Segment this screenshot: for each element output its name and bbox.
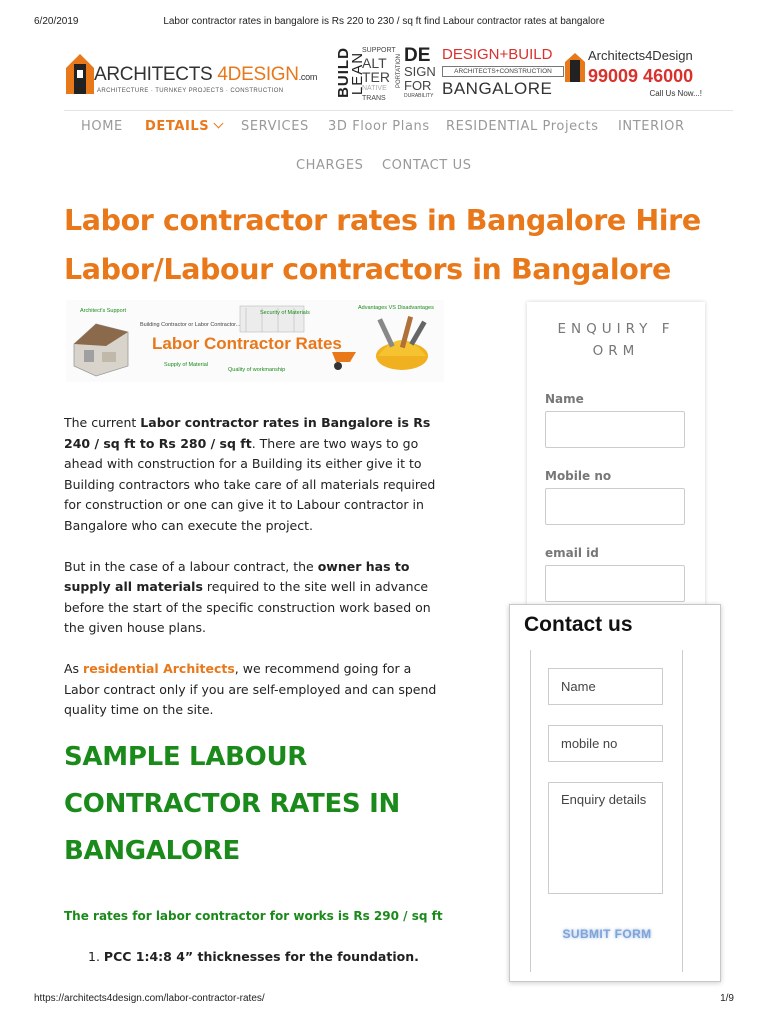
- logo-tagline: ARCHITECTURE · TURNKEY PROJECTS · CONSTRUCTION: [97, 88, 284, 94]
- nav-services[interactable]: SERVICES: [241, 119, 309, 134]
- design-build-title: DESIGN+BUILD: [442, 46, 553, 63]
- nav-home[interactable]: HOME: [81, 119, 123, 134]
- native-text: NATIVE: [362, 85, 387, 92]
- call-now-text: Call Us Now...!: [649, 89, 702, 98]
- phone-brand: Architects4Design: [588, 48, 693, 63]
- design-build-city: BANGALORE: [442, 79, 553, 98]
- print-url: https://architects4design.com/labor-contractor-rates/: [34, 993, 265, 1004]
- submit-form-button[interactable]: SUBMIT FORM: [558, 924, 656, 944]
- phone-callout[interactable]: [564, 46, 706, 102]
- residential-architects-link[interactable]: residential Architects: [83, 661, 235, 676]
- contact-mobile-input[interactable]: [548, 725, 663, 762]
- paragraph-1: [64, 413, 444, 536]
- nav-contact-us[interactable]: CONTACT US: [382, 158, 472, 173]
- contact-us-popup: [509, 604, 721, 982]
- logo-text: [94, 64, 317, 86]
- design-build-badge: [442, 46, 564, 104]
- rates-summary: The rates for labor contractor for works is Rs 290 / sq ft: [64, 909, 443, 923]
- mobile-label: Mobile no: [545, 469, 612, 483]
- hero-tag-quality: Quality of workmanship: [228, 367, 286, 373]
- p1-rest: . There are two ways to go ahead with construction for a Building its either give it to Building contractors who take care of all materials required for construction or one can give it to Labour contractor in Bangalore who can execute the project.: [64, 435, 436, 533]
- alt-text: ALT: [362, 55, 387, 71]
- p2-rest: required to the site well in advance before the start of the specific construction work based on the given house plans.: [64, 579, 431, 635]
- hero-tag-support: Architect's Support: [80, 308, 126, 314]
- p3-lead: As: [64, 661, 84, 676]
- site-logo[interactable]: [64, 48, 322, 100]
- page-title: Labor contractor rates in Bangalore Hire Labor/Labour contractors in Bangalore: [64, 204, 701, 286]
- lean-text: LEAN: [349, 51, 367, 96]
- logo-name: ARCHITECTS: [94, 64, 213, 85]
- enquiry-name-input[interactable]: [545, 411, 685, 448]
- enquiry-email-input[interactable]: [545, 565, 685, 602]
- nav-residential-projects[interactable]: RESIDENTIAL Projects: [446, 119, 599, 134]
- labor-contractor-rates-graphic: [66, 300, 444, 382]
- hero-tag-building: Building Contractor or Labor Contractor...: [140, 322, 241, 328]
- ter-text: TER: [362, 69, 390, 85]
- paragraph-3: [64, 659, 444, 721]
- alt-stack: [362, 46, 396, 104]
- house-phone-icon: [564, 50, 586, 82]
- print-title: Labor contractor rates in bangalore is Rs 220 to 230 / sq ft find Labour contractor rates at bangalore: [163, 16, 605, 27]
- print-page-number: 1/9: [720, 993, 734, 1004]
- enquiry-form-heading: ENQUIRY F ORM: [557, 321, 675, 359]
- name-label: Name: [545, 392, 584, 406]
- support-text: SUPPORT: [362, 47, 396, 54]
- portation-text: PORTATION: [396, 53, 403, 89]
- article-body: [64, 413, 444, 741]
- nav-charges[interactable]: CHARGES: [296, 158, 364, 173]
- logo-domain: .com: [298, 72, 318, 82]
- enquiry-form: [527, 302, 705, 612]
- contact-name-input[interactable]: [548, 668, 663, 705]
- contact-us-title: Contact us: [524, 613, 633, 636]
- email-label: email id: [545, 546, 599, 560]
- build-text: BUILD: [334, 47, 352, 98]
- nav-details-label: DETAILS: [145, 119, 210, 134]
- p3-rest: , we recommend going for a Labor contract only if you are self-employed and can spend quality time on the site.: [64, 661, 437, 717]
- list-number: 1.: [88, 949, 100, 964]
- sign-text: SIGN: [404, 64, 436, 79]
- print-header: [0, 16, 768, 30]
- house-logo-icon: [64, 50, 94, 94]
- nav-interior[interactable]: INTERIOR: [618, 119, 685, 134]
- p1-lead: The current: [64, 415, 141, 430]
- hero-tag-advantages: Advantages VS Disadvantages: [358, 305, 434, 311]
- hero-tag-security: Security of Materials: [260, 310, 310, 316]
- enquiry-mobile-input[interactable]: [545, 488, 685, 525]
- de-text: DE: [404, 45, 431, 66]
- popup-divider-left: [530, 650, 531, 972]
- sign-for-text: [404, 65, 436, 99]
- site-banner: [64, 44, 706, 104]
- enquiry-details-textarea[interactable]: [548, 782, 663, 894]
- nav-details[interactable]: [145, 119, 222, 134]
- header-divider: [64, 110, 733, 111]
- p2-highlight: owner has to supply all materials: [64, 558, 410, 594]
- trans-text: TRANS: [362, 95, 386, 102]
- list-item-text: PCC 1:4:8 4” thicknesses for the foundation.: [103, 949, 419, 964]
- phone-number[interactable]: 99009 46000: [588, 66, 694, 86]
- chevron-down-icon: [214, 119, 224, 129]
- nav-3d-floor-plans[interactable]: 3D Floor Plans: [328, 119, 430, 134]
- list-item: [88, 949, 419, 964]
- durability-text: DURABILITY: [404, 93, 434, 99]
- p2-lead: But in the case of a labour contract, the: [64, 558, 318, 574]
- hero-title: Labor Contractor Rates: [152, 334, 342, 353]
- logo-num: 4DESIGN: [217, 64, 299, 85]
- print-date: 6/20/2019: [34, 16, 79, 27]
- popup-divider-right: [682, 650, 683, 972]
- p1-rate-highlight: Labor contractor rates in Bangalore is Rs 240 / sq ft to Rs 280 / sq ft: [64, 415, 431, 451]
- design-build-subtitle: ARCHITECTS+CONSTRUCTION: [442, 66, 564, 77]
- for-text: FOR: [404, 78, 432, 93]
- hero-tag-supply: Supply of Material: [164, 362, 209, 368]
- sample-rates-heading: SAMPLE LABOUR CONTRACTOR RATES IN BANGALORE: [64, 742, 400, 866]
- paragraph-2: [64, 557, 444, 639]
